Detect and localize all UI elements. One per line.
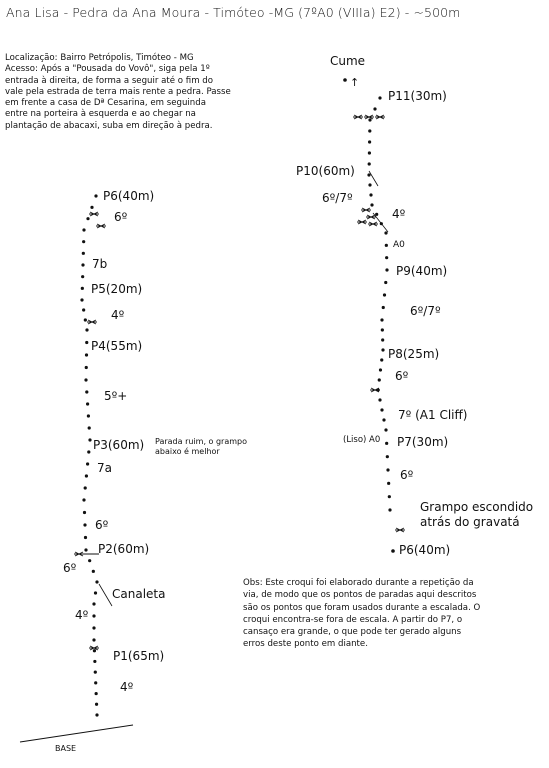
route-dot [368,129,371,132]
access-line: plantação de abacaxi, suba em direção à pedra. [5,120,213,131]
route-dot [381,328,384,331]
route-dot [88,426,91,429]
grade-label: 4º [392,207,406,221]
route-dot [84,536,87,539]
route-dot [368,162,371,165]
grade-label: 4º [75,608,89,622]
pitch-p8-label: P8(25m) [388,347,440,361]
observation-notes [243,577,543,651]
route-dot [88,438,91,441]
hidden-bolt-note [420,500,533,530]
route-dot [375,213,378,216]
route-dot [88,559,91,562]
canaleta-label: Canaleta [112,587,166,601]
route-dot [83,511,86,514]
pitch-p4-label: P4(55m) [91,339,143,353]
route-dot [92,626,95,629]
route-dot [378,398,381,401]
grade-label: 6º [63,561,77,575]
route-dot [94,194,97,197]
bolt-icon [353,115,363,119]
route-dot [86,217,89,220]
route-dot [378,96,381,99]
route-dot [84,486,87,489]
route-dot [94,681,97,684]
route-dot [385,256,388,259]
obs-line: croqui encontra-se fora de escala. A partir do P7, o [243,614,463,625]
grade-label: 6º [95,518,109,532]
access-line: Acesso: Após a "Pousada do Vovô", siga pela 1º [5,64,210,75]
route-dot [95,703,98,706]
route-dot [87,414,90,417]
grade-label: 6º/7º [322,191,353,205]
route-dot [85,474,88,477]
route-dot [92,614,95,617]
route-dot [85,328,88,331]
route-dot [85,366,88,369]
grade-label: 4º [111,308,125,322]
route-dot [94,591,97,594]
obs-line: cansaço era grande, o que pode ter gerado alguns [243,627,462,638]
route-dot [368,183,371,186]
route-dot [386,468,389,471]
route-dot [385,244,388,247]
route-dot [82,308,85,311]
p3-note [155,437,247,456]
route-dot [85,390,88,393]
grade-label: 6º/7º [410,304,441,318]
left-route-line [80,194,98,716]
pitch-p11-label: P11(30m) [388,89,447,103]
pitch-p7-label: P7(30m) [397,435,449,449]
route-dot [384,281,387,284]
grade-label: 6º [395,369,409,383]
bolt-icon [370,388,380,392]
route-dot [381,348,384,351]
obs-line: erros deste ponto em diante. [243,639,368,650]
bolt-icon [375,115,385,119]
route-dot [82,228,85,231]
summit-label: Cume [330,54,366,68]
access-line: em frente a casa de Dª Cesarina, em seguinda [5,98,206,109]
route-dot [85,353,88,356]
pitch-p2-label: P2(60m) [98,542,150,556]
bolt-icon [361,208,371,212]
p3-note-line: Parada ruim, o grampo [155,437,248,446]
hidden-bolt-line: atrás do gravatá [420,515,520,529]
route-dot [380,408,383,411]
route-dot [385,268,388,271]
bolt-icon [89,212,99,216]
grade-label: 4º [120,680,134,694]
route-dot [92,570,95,573]
route-dot [92,638,95,641]
access-line: entre na porteira à esquerda e ao chegar na [5,109,196,120]
bolt-icon [357,220,367,224]
route-dot [380,358,383,361]
bolt-icon [366,215,376,219]
route-dot [382,306,385,309]
route-dot [81,263,84,266]
grade-label: 7º (A1 Cliff) [398,408,468,422]
route-dot [95,692,98,695]
route-dot [373,107,376,110]
route-dot [386,455,389,458]
route-dot [86,402,89,405]
pitch-p3-label: P3(60m) [93,438,145,452]
bolt-icon [368,222,378,226]
route-dot [381,338,384,341]
grade-label: 5º+ [104,389,128,403]
pitch-p1-label: P1(65m) [113,649,165,663]
route-dot [93,649,96,652]
right-route-line [343,78,395,553]
route-dot [378,378,381,381]
route-dot [384,428,387,431]
route-dot [84,378,87,381]
bolt-icon [87,320,97,324]
route-dot [84,548,87,551]
bolt-icon [74,552,84,556]
route-dot [379,368,382,371]
access-notes [5,53,295,132]
route-dot [368,118,371,121]
liso-a0-label: (Liso) A0 [343,435,381,445]
route-dot [84,318,87,321]
route-dot [81,275,84,278]
route-dot [382,418,385,421]
obs-line: via, de modo que os pontos de paradas aqui descritos [243,590,477,601]
grade-label: 7b [92,257,108,271]
route-dot [90,206,93,209]
route-dot [384,231,387,234]
route-dot [80,298,83,301]
route-dot [81,287,84,290]
pitch-p9-label: P9(40m) [396,264,448,278]
grade-label: 6º [400,468,414,482]
grade-label: 7a [97,461,112,475]
obs-line: são os pontos que foram usados durante a escalada. O [243,602,481,613]
route-dot [95,580,98,583]
route-dot [82,240,85,243]
route-dot [367,173,370,176]
route-dot [82,252,85,255]
base-ground-line [20,725,133,742]
route-dot [94,671,97,674]
up-arrow-icon: ↑ [350,76,360,89]
route-dot [343,78,347,82]
route-dot [368,151,371,154]
route-dot [82,498,85,501]
route-dot [86,462,89,465]
access-line: vale pela estrada de terra mais rente a pedra. Passe [5,86,231,97]
route-title: Ana Lisa - Pedra da Ana Moura - Timóteo -MG (7ºA0 (VIIIa) E2) - ~500m [6,5,461,20]
pitch-p10-label: P10(60m) [296,164,355,178]
access-line: entrada à direita, de forma a seguir até o fim do [5,75,214,86]
pitch-p6-label: P6(40m) [103,189,155,203]
route-dot [93,660,96,663]
p3-note-line: abaixo é melhor [155,446,220,456]
obs-line: Obs: Este croqui foi elaborado durante a repetição da [243,578,474,588]
route-dot [85,341,88,344]
access-line: Localização: Bairro Petrópolis, Timóteo - MG [5,53,194,63]
route-dot [387,482,390,485]
route-dot [380,318,383,321]
route-dot [383,293,386,296]
route-dot [87,450,90,453]
hidden-bolt-line: Grampo escondido [420,500,534,514]
route-dot [370,203,373,206]
a0-label: A0 [393,240,405,250]
route-dot [388,495,391,498]
route-dot [368,140,371,143]
grade-label: 6º [114,210,128,224]
route-dot [83,523,86,526]
base-label: BASE [55,744,77,753]
route-dot [369,193,372,196]
bolt-icon [96,224,106,228]
pitch-p6-right-label: P6(40m) [399,543,451,557]
route-dot [391,549,395,553]
pitch-p5-label: P5(20m) [91,282,143,296]
route-dot [95,713,98,716]
route-dot [92,602,95,605]
route-dot [385,442,388,445]
bolt-icon [364,115,374,119]
bolt-icon [395,528,405,532]
route-dot [388,508,391,511]
canaleta-pointer [99,584,112,606]
